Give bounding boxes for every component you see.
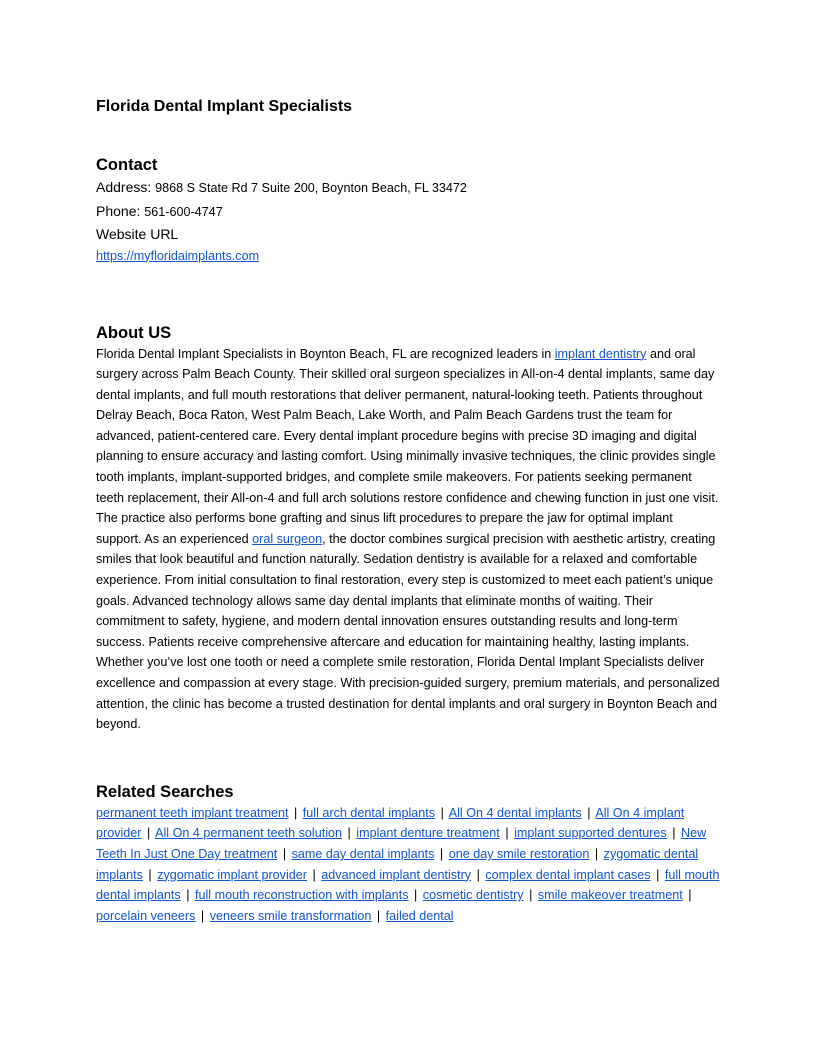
link-separator: |: [148, 867, 152, 882]
related-searches-heading: Related Searches: [96, 782, 234, 801]
about-section: [96, 322, 720, 735]
related-search-link[interactable]: All On 4 permanent teeth solution: [155, 826, 343, 841]
document-title: Florida Dental Implant Specialists: [96, 98, 353, 115]
related-search-link[interactable]: full mouth reconstruction with implants: [195, 888, 409, 903]
link-separator: |: [529, 888, 533, 903]
document-page: [96, 96, 720, 926]
link-separator: |: [587, 805, 591, 820]
related-search-link[interactable]: veneers smile transformation: [209, 908, 372, 923]
about-text-part-2: and oral surgery across Palm Beach County. Their skilled oral surgeon specializes in All-on-4 dental implants, same day dental implants, and full mouth restorations that deliver permanent, natural-looking teeth. Patients throughout Delray Beach, Boca Raton, West Palm Beach, Lake Worth, and Palm Beach Gardens trust the team for advanced, patient-centered care. Every dental implant procedure begins with precise 3D imaging and digital planning to ensure accuracy and lasting comfort. Using minimally invasive techniques, the clinic provides single tooth implants, implant-supported bridges, and complete smile makeovers. For patients seeking permanent teeth replacement, their All-on-4 and full arch solutions restore confidence and chewing function in just one visit. The practice also performs bone grafting and sinus lift procedures to prepare the jaw for optimal implant support. As an experienced: [96, 346, 719, 546]
oral-surgeon-link[interactable]: oral surgeon: [252, 531, 323, 546]
related-search-link[interactable]: implant denture treatment: [356, 826, 500, 841]
related-search-link[interactable]: zygomatic dental implants: [96, 846, 699, 882]
link-separator: |: [200, 908, 205, 923]
link-separator: |: [282, 846, 287, 861]
link-separator: |: [186, 888, 190, 903]
related-search-link[interactable]: one day smile restoration: [448, 846, 590, 861]
contact-heading: Contact: [96, 156, 158, 174]
link-separator: |: [347, 826, 351, 841]
contact-section: [96, 154, 720, 266]
address-line: [96, 176, 720, 200]
related-search-link[interactable]: All On 4 implant provider: [96, 805, 685, 841]
link-separator: |: [439, 846, 444, 861]
address-label: Address:: [96, 179, 152, 195]
link-separator: |: [376, 908, 381, 923]
related-search-link[interactable]: porcelain veneers: [96, 908, 196, 923]
website-label: Website URL: [96, 226, 179, 242]
related-searches-section: [96, 781, 720, 927]
link-separator: |: [440, 805, 444, 820]
phone-line: [96, 200, 720, 224]
related-search-link[interactable]: zygomatic implant provider: [157, 867, 307, 882]
address-value: 9868 S State Rd 7 Suite 200, Boynton Beach, FL 33472: [155, 181, 467, 195]
related-search-link[interactable]: smile makeover treatment: [537, 888, 683, 903]
link-separator: |: [147, 826, 151, 841]
related-search-link[interactable]: All On 4 dental implants: [448, 805, 582, 820]
related-search-link[interactable]: complex dental implant cases: [485, 867, 651, 882]
implant-dentistry-link[interactable]: implant dentistry: [554, 346, 647, 361]
related-search-link[interactable]: cosmetic dentistry: [422, 888, 524, 903]
link-separator: |: [656, 867, 660, 882]
website-link[interactable]: https://myfloridaimplants.com: [96, 248, 260, 263]
link-separator: |: [294, 805, 298, 820]
link-separator: |: [688, 888, 692, 903]
link-separator: |: [476, 867, 480, 882]
related-search-link[interactable]: full arch dental implants: [302, 805, 436, 820]
link-separator: |: [505, 826, 509, 841]
about-heading: About US: [96, 323, 172, 342]
link-separator: |: [312, 867, 316, 882]
related-search-link[interactable]: same day dental implants: [291, 846, 435, 861]
phone-label: Phone:: [96, 202, 141, 219]
related-search-link[interactable]: advanced implant dentistry: [321, 867, 472, 882]
about-text-part-3: , the doctor combines surgical precision with aesthetic artistry, creating smiles that look beautiful and function naturally. Sedation dentistry is available for a relaxed and comfortable experience. From initial consultation to final restoration, every step is customized to meet each patient’s unique goals. Advanced technology allows same day dental implants that eliminate months of waiting. Their commitment to safety, hygiene, and modern dental innovation ensures outstanding results and long-term success. Patients receive comprehensive aftercare and education for maintaining healthy, lasting implants. Whether you’ve lost one tooth or need a complete smile restoration, Florida Dental Implant Specialists deliver excellence and compassion at every stage. With precision-guided surgery, premium materials, and personalized attention, the clinic has become a trusted destination for dental implants and oral surgery in Boynton Beach and beyond.: [96, 531, 720, 732]
related-search-link[interactable]: failed dental: [385, 908, 454, 923]
about-text-part-1: Florida Dental Implant Specialists in Boynton Beach, FL are recognized leaders in: [96, 346, 555, 361]
related-search-link[interactable]: permanent teeth implant treatment: [96, 805, 289, 820]
about-paragraph: [96, 344, 720, 735]
related-search-link[interactable]: New Teeth In Just One Day treatment: [96, 826, 707, 861]
related-search-link[interactable]: full mouth dental implants: [96, 867, 720, 903]
related-searches-list: [96, 803, 720, 927]
related-search-link[interactable]: implant supported dentures: [514, 826, 667, 841]
link-separator: |: [414, 888, 418, 903]
link-separator: |: [594, 846, 599, 861]
link-separator: |: [672, 826, 676, 841]
phone-value: 561-600-4747: [144, 204, 223, 219]
